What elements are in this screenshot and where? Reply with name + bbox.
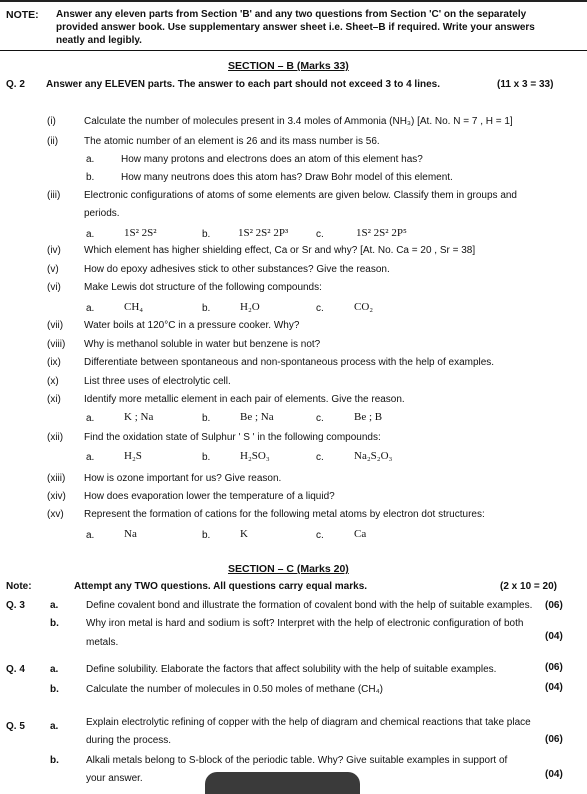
q4-b-label: b.: [50, 684, 59, 695]
q4-number: Q. 4: [6, 664, 25, 675]
note-divider: [0, 50, 587, 51]
item-xv-c-text: Ca: [354, 528, 367, 540]
item-xii-b-label: b.: [202, 452, 211, 463]
item-iv-number: (iv): [47, 245, 61, 256]
item-xii-a-text: H₂S: [124, 450, 142, 462]
item-ii-b-label: b.: [86, 172, 95, 183]
item-x-text: List three uses of electrolytic cell.: [84, 376, 231, 387]
note-line-2: provided answer book. Use supplementary answer sheet i.e. Sheet–B if required. Write your answers: [56, 22, 535, 33]
q5-number: Q. 5: [6, 721, 25, 732]
note-line-3: neatly and legibly.: [56, 35, 142, 46]
q3-a-label: a.: [50, 600, 59, 611]
q4-a-label: a.: [50, 664, 59, 675]
item-vi-c-label: c.: [316, 303, 324, 314]
item-vi-a-label: a.: [86, 303, 95, 314]
q3-b-label: b.: [50, 618, 59, 629]
item-iii-b-label: b.: [202, 229, 211, 240]
q5-b-text-1: Alkali metals belong to S-block of the periodic table. Why? Give suitable examples in support of: [86, 755, 508, 766]
item-xii-number: (xii): [47, 432, 64, 443]
item-iii-a-text: 1S² 2S²: [124, 227, 157, 239]
note-label: NOTE:: [6, 9, 39, 21]
item-xii-text: Find the oxidation state of Sulphur ' S ' in the following compounds:: [84, 432, 381, 443]
item-x-number: (x): [47, 376, 59, 387]
q3-b-marks: (04): [545, 631, 563, 642]
q5-a-label: a.: [50, 721, 59, 732]
item-vii-number: (vii): [47, 320, 64, 331]
item-i-number: (i): [47, 116, 56, 127]
section-c-instruction: Attempt any TWO questions. All questions carry equal marks.: [74, 581, 368, 592]
item-ii-a-text: How many protons and electrons does an atom of this element has?: [121, 154, 423, 165]
item-xv-a-label: a.: [86, 530, 95, 541]
q3-b-text-1: Why iron metal is hard and sodium is soft? Interpret with the help of electronic configuration of both: [86, 618, 524, 629]
item-vi-b-text: H₂O: [240, 301, 260, 313]
q5-a-text-1: Explain electrolytic refining of copper with the help of diagram and chemical reactions that take place: [86, 717, 531, 728]
q5-b-label: b.: [50, 755, 59, 766]
q3-a-text: Define covalent bond and illustrate the formation of covalent bond with the help of suitable examples.: [86, 600, 533, 611]
item-xiii-text: How is ozone important for us? Give reason.: [84, 473, 282, 484]
item-viii-text: Why is methanol soluble in water but benzene is not?: [84, 339, 321, 350]
item-iii-text-1: Electronic configurations of atoms of some elements are given below. Classify them in groups and: [84, 190, 517, 201]
q5-b-marks: (04): [545, 769, 563, 780]
q3-a-marks: (06): [545, 600, 563, 611]
item-xiii-number: (xiii): [47, 473, 66, 484]
section-c-note-label: Note:: [6, 581, 32, 592]
item-xi-a-text: K ; Na: [124, 411, 154, 423]
item-xi-b-label: b.: [202, 413, 211, 424]
q3-b-text-2: metals.: [86, 637, 119, 648]
item-xv-b-label: b.: [202, 530, 211, 541]
item-v-text: How do epoxy adhesives stick to other substances? Give the reason.: [84, 264, 390, 275]
item-xi-c-text: Be ; B: [354, 411, 383, 423]
item-vi-a-text: CH₄: [124, 301, 144, 313]
item-xii-c-text: Na₂S₂O₃: [354, 450, 393, 462]
item-viii-number: (viii): [47, 339, 66, 350]
item-iii-number: (iii): [47, 190, 61, 201]
item-ii-a-label: a.: [86, 154, 95, 165]
q2-marks: (11 x 3 = 33): [497, 79, 554, 90]
item-i-text: Calculate the number of molecules present in 3.4 moles of Ammonia (NH₃) [At. No. N = 7 , H = 1]: [84, 116, 513, 127]
q5-b-text-2: your answer.: [86, 773, 143, 784]
q2-instruction: Answer any ELEVEN parts. The answer to each part should not exceed 3 to 4 lines.: [46, 79, 440, 90]
item-xi-number: (xi): [47, 394, 61, 405]
q4-a-marks: (06): [545, 662, 563, 673]
item-vi-b-label: b.: [202, 303, 211, 314]
item-iii-a-label: a.: [86, 229, 95, 240]
item-vi-c-text: CO₂: [354, 301, 374, 313]
q5-a-marks: (06): [545, 734, 563, 745]
item-xv-a-text: Na: [124, 528, 137, 540]
item-vi-number: (vi): [47, 282, 61, 293]
q4-b-marks: (04): [545, 682, 563, 693]
item-xv-c-label: c.: [316, 530, 324, 541]
item-iii-c-label: c.: [316, 229, 324, 240]
section-b-heading: SECTION – B (Marks 33): [228, 60, 349, 72]
item-vi-text: Make Lewis dot structure of the following compounds:: [84, 282, 322, 293]
item-xii-c-label: c.: [316, 452, 324, 463]
item-iii-text-2: periods.: [84, 208, 120, 219]
q5-a-text-2: during the process.: [86, 735, 172, 746]
item-ix-text: Differentiate between spontaneous and non-spontaneous process with the help of examples.: [84, 357, 495, 368]
note-line-1: Answer any eleven parts from Section 'B' and any two questions from Section 'C' on the separately: [56, 9, 527, 20]
section-c-heading: SECTION – C (Marks 20): [228, 563, 349, 575]
q3-number: Q. 3: [6, 600, 25, 611]
item-xii-a-label: a.: [86, 452, 95, 463]
item-xiv-number: (xiv): [47, 491, 66, 502]
item-iii-b-text: 1S² 2S² 2P³: [238, 227, 289, 239]
section-c-marks: (2 x 10 = 20): [500, 581, 557, 592]
item-xi-c-label: c.: [316, 413, 324, 424]
item-v-number: (v): [47, 264, 59, 275]
item-ii-number: (ii): [47, 136, 59, 147]
top-border: [0, 0, 587, 2]
q4-b-text: Calculate the number of molecules in 0.50 moles of methane (CH₄): [86, 684, 384, 695]
item-vii-text: Water boils at 120°C in a pressure cooker. Why?: [84, 320, 300, 331]
item-ii-b-text: How many neutrons does this atom has? Draw Bohr model of this element.: [121, 172, 453, 183]
item-xv-text: Represent the formation of cations for the following metal atoms by electron dot structures:: [84, 509, 485, 520]
item-xiv-text: How does evaporation lower the temperature of a liquid?: [84, 491, 335, 502]
item-xii-b-text: H₂SO₃: [240, 450, 270, 462]
item-xv-number: (xv): [47, 509, 64, 520]
item-xi-text: Identify more metallic element in each pair of elements. Give the reason.: [84, 394, 405, 405]
item-xi-a-label: a.: [86, 413, 95, 424]
item-iii-c-text: 1S² 2S² 2P⁵: [356, 227, 407, 239]
q2-number: Q. 2: [6, 79, 25, 90]
item-iv-text: Which element has higher shielding effect, Ca or Sr and why? [At. No. Ca = 20 , Sr = 38]: [84, 245, 476, 256]
item-ii-text: The atomic number of an element is 26 and its mass number is 56.: [84, 136, 380, 147]
item-ix-number: (ix): [47, 357, 61, 368]
q4-a-text: Define solubility. Elaborate the factors that affect solubility with the help of suitable examples.: [86, 664, 497, 675]
scan-shadow: [205, 772, 360, 794]
item-xi-b-text: Be ; Na: [240, 411, 274, 423]
item-xv-b-text: K: [240, 528, 248, 540]
